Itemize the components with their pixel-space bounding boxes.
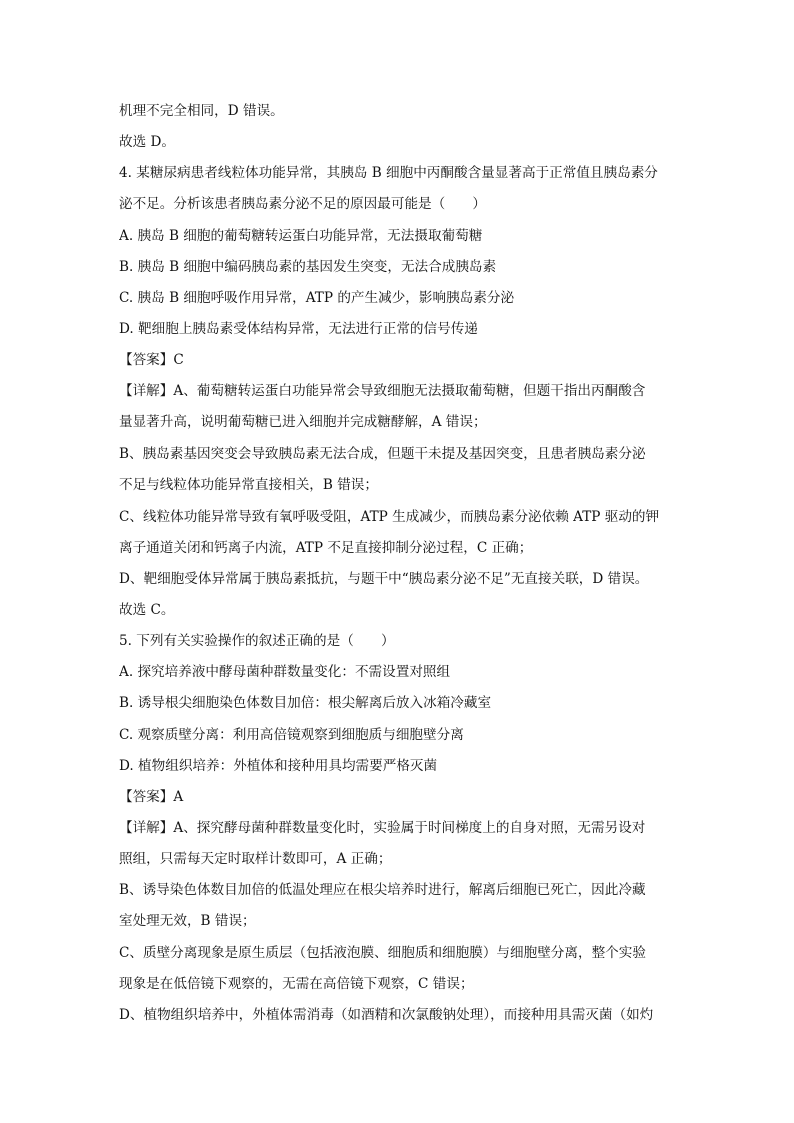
question-5-stem: 5. 下列有关实验操作的叙述正确的是（ ） — [119, 633, 395, 649]
text-line: 故选 D。 — [119, 134, 176, 150]
explanation-line: 量显著升高，说明葡萄糖已进入细胞并完成糖酵解，A 错误； — [119, 414, 487, 430]
explanation-line: 【详解】A、葡萄糖转运蛋白功能异常会导致细胞无法摄取葡萄糖，但题干指出丙酮酸含 — [119, 383, 646, 399]
explanation-line: D、靶细胞受体异常属于胰岛素抵抗，与题干中“胰岛素分泌不足”无直接关联，D 错误。 — [119, 571, 649, 587]
explanation-line: 【详解】A、探究酵母菌种群数量变化时，实验属于时间梯度上的自身对照，无需另设对 — [119, 820, 646, 836]
option-b: B. 胰岛 B 细胞中编码胰岛素的基因发生突变，无法合成胰岛素 — [119, 259, 497, 275]
explanation-line: D、植物组织培养中，外植体需消毒（如酒精和次氯酸钠处理），而接种用具需灭菌（如灼 — [119, 1007, 654, 1023]
option-c: C. 胰岛 B 细胞呼吸作用异常，ATP 的产生减少，影响胰岛素分泌 — [119, 290, 515, 306]
explanation-line: 离子通道关闭和钙离子内流，ATP 不足直接抑制分泌过程，C 正确； — [119, 540, 533, 556]
explanation-line: C、线粒体功能异常导致有氧呼吸受阻，ATP 生成减少，而胰岛素分泌依赖 ATP 驱动的钾 — [119, 509, 660, 525]
explanation-line: B、诱导染色体数目加倍的低温处理应在根尖培养时进行，解离后细胞已死亡，因此冷藏 — [119, 882, 646, 898]
option-a: A. 胰岛 B 细胞的葡萄糖转运蛋白功能异常，无法摄取葡萄糖 — [119, 228, 483, 244]
text-line: 故选 C。 — [119, 602, 175, 618]
explanation-line: 照组，只需每天定时取样计数即可，A 正确； — [119, 851, 392, 867]
question-4-stem: 4. 某糖尿病患者线粒体功能异常，其胰岛 B 细胞中丙酮酸含量显著高于正常值且胰岛素分 — [119, 165, 658, 181]
text-line: 机理不完全相同，D 错误。 — [119, 103, 284, 119]
explanation-line: 不足与线粒体功能异常直接相关，B 错误； — [119, 477, 378, 493]
question-4-stem: 泌不足。分析该患者胰岛素分泌不足的原因最可能是（ ） — [119, 196, 487, 212]
answer-label: 【答案】C — [119, 352, 184, 368]
explanation-line: B、胰岛素基因突变会导致胰岛素无法合成，但题干未提及基因突变，且患者胰岛素分泌 — [119, 446, 646, 462]
option-d: D. 靶细胞上胰岛素受体结构异常，无法进行正常的信号传递 — [119, 321, 478, 337]
explanation-line: 现象是在低倍镜下观察的，无需在高倍镜下观察，C 错误； — [119, 976, 474, 992]
explanation-line: 室处理无效，B 错误； — [119, 913, 256, 929]
option-d: D. 植物组织培养：外植体和接种用具均需要严格灭菌 — [119, 758, 438, 774]
option-c: C. 观察质壁分离：利用高倍镜观察到细胞质与细胞壁分离 — [119, 727, 464, 743]
answer-label: 【答案】A — [119, 789, 184, 805]
explanation-line: C、质壁分离现象是原生质层（包括液泡膜、细胞质和细胞膜）与细胞壁分离，整个实验 — [119, 945, 646, 961]
option-b: B. 诱导根尖细胞染色体数目加倍：根尖解离后放入冰箱冷藏室 — [119, 695, 492, 711]
option-a: A. 探究培养液中酵母菌种群数量变化：不需设置对照组 — [119, 664, 451, 680]
